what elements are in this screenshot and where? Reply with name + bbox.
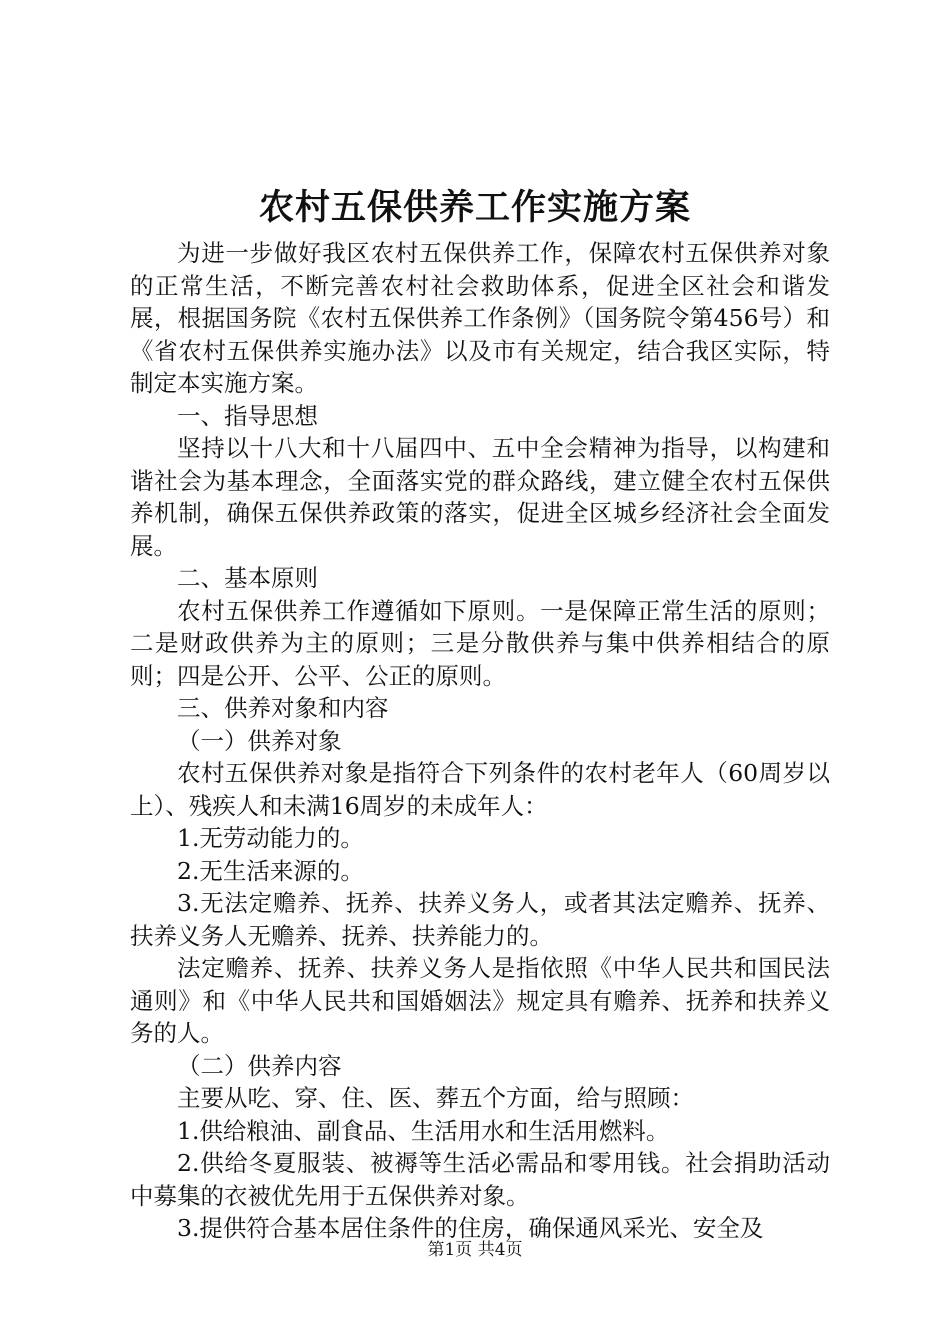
- list-item: 1.无劳动能力的。: [177, 824, 364, 852]
- list-item: 3.无法定赡养、抚养、扶养义务人，或者其法定赡养、抚养、扶养义务人无赡养、抚养、扶养能力的。: [130, 889, 830, 950]
- document-title: 农村五保供养工作实施方案: [258, 187, 691, 228]
- document-body: [130, 237, 830, 1245]
- paragraph-guiding-thought: 坚持以十八大和十八届四中、五中全会精神为指导，以构建和谐社会为基本理念，全面落实党的群众路线，建立健全农村五保供养机制，确保五保供养政策的落实，促进全区城乡经济社会全面发展。: [130, 434, 830, 560]
- paragraph-support-intro: 主要从吃、穿、住、医、葬五个方面，给与照顾：: [177, 1084, 694, 1112]
- list-item: 2.无生活来源的。: [177, 856, 364, 885]
- paragraph-definition: 法定赡养、抚养、扶养义务人是指依照《中华人民共和国民法通则》和《中华人民共和国婚姻法》规定具有赡养、抚养和扶养义务的人。: [130, 954, 830, 1047]
- subsection-heading-2: （二）供养内容: [177, 1051, 342, 1080]
- list-item: 3.提供符合基本居住条件的住房，确保通风采光、安全及: [177, 1214, 764, 1242]
- section-heading-2: 二、基本原则: [177, 564, 318, 592]
- page-footer: 第1页 共4页: [427, 1240, 523, 1260]
- section-heading-3: 三、供养对象和内容: [177, 694, 389, 722]
- list-item: 2.供给冬夏服装、被褥等生活必需品和零用钱。社会捐助活动中募集的衣被优先用于五保供养对象。: [130, 1149, 830, 1210]
- paragraph-eligibility: 农村五保供养对象是指符合下列条件的农村老年人（60周岁以上）、残疾人和未满16周岁的未成年人：: [130, 759, 830, 820]
- list-item: 1.供给粮油、副食品、生活用水和生活用燃料。: [177, 1116, 670, 1145]
- section-heading-1: 一、指导思想: [177, 401, 318, 430]
- paragraph-intro: 为进一步做好我区农村五保供养工作，保障农村五保供养对象的正常生活，不断完善农村社会救助体系，促进全区社会和谐发展，根据国务院《农村五保供养工作条例》（国务院令第456号）和《省农村五保供养实施办法》以及市有关规定，结合我区实际，特制定本实施方案。: [130, 239, 830, 397]
- subsection-heading-1: （一）供养对象: [177, 726, 342, 755]
- paragraph-principles: 农村五保供养工作遵循如下原则。一是保障正常生活的原则；二是财政供养为主的原则；三是分散供养与集中供养相结合的原则；四是公开、公平、公正的原则。: [130, 596, 830, 690]
